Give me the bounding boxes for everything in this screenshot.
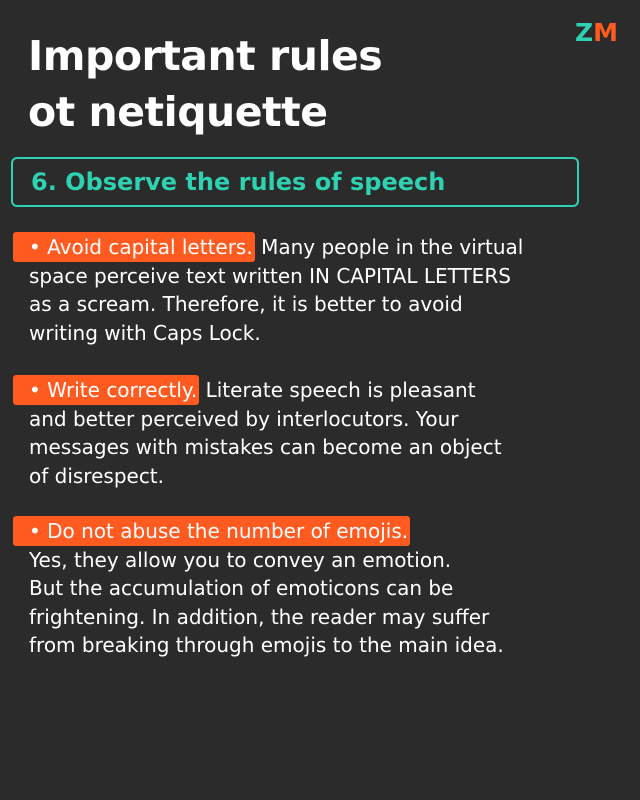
rule-text-line: as a scream. Therefore, it is better to avoid	[29, 292, 463, 316]
rule-item	[13, 376, 603, 490]
rule-highlight: • Write correctly.	[13, 375, 199, 405]
logo-letter-m: M	[593, 18, 618, 47]
rule-item	[13, 517, 603, 660]
zm-logo	[575, 20, 618, 45]
rule-text-line: Yes, they allow you to convey an emotion.	[29, 547, 452, 572]
page-title-line-2: ot netiquette	[28, 88, 328, 136]
rule-item	[13, 233, 603, 347]
rule-text-line: from breaking through emojis to the main idea.	[29, 633, 504, 657]
rule-text: Literate speech is pleasant	[199, 378, 476, 402]
rule-text-line: of disrespect.	[29, 463, 165, 488]
rule-text-line: But the accumulation of emoticons can be	[29, 576, 454, 600]
rule-text-line: and better perceived by interlocutors. Your	[29, 406, 459, 431]
rule-text-line: frightening. In addition, the reader may suffer	[29, 604, 490, 629]
page-title-line-1: Important rules	[28, 32, 383, 80]
rule-highlight: • Avoid capital letters.	[13, 232, 255, 262]
section-heading-box	[11, 157, 579, 207]
rule-text: Many people in the virtual	[254, 235, 524, 259]
section-title: 6. Observe the rules of speech	[31, 168, 446, 196]
rule-text-line: writing with Caps Lock.	[29, 320, 261, 345]
rule-highlight: • Do not abuse the number of emojis.	[13, 516, 410, 546]
rule-text-line: messages with mistakes can become an object	[29, 435, 502, 459]
logo-letter-z: Z	[574, 18, 594, 47]
page-title	[28, 28, 548, 140]
rule-text-line: space perceive text written IN CAPITAL LETTERS	[29, 263, 511, 288]
